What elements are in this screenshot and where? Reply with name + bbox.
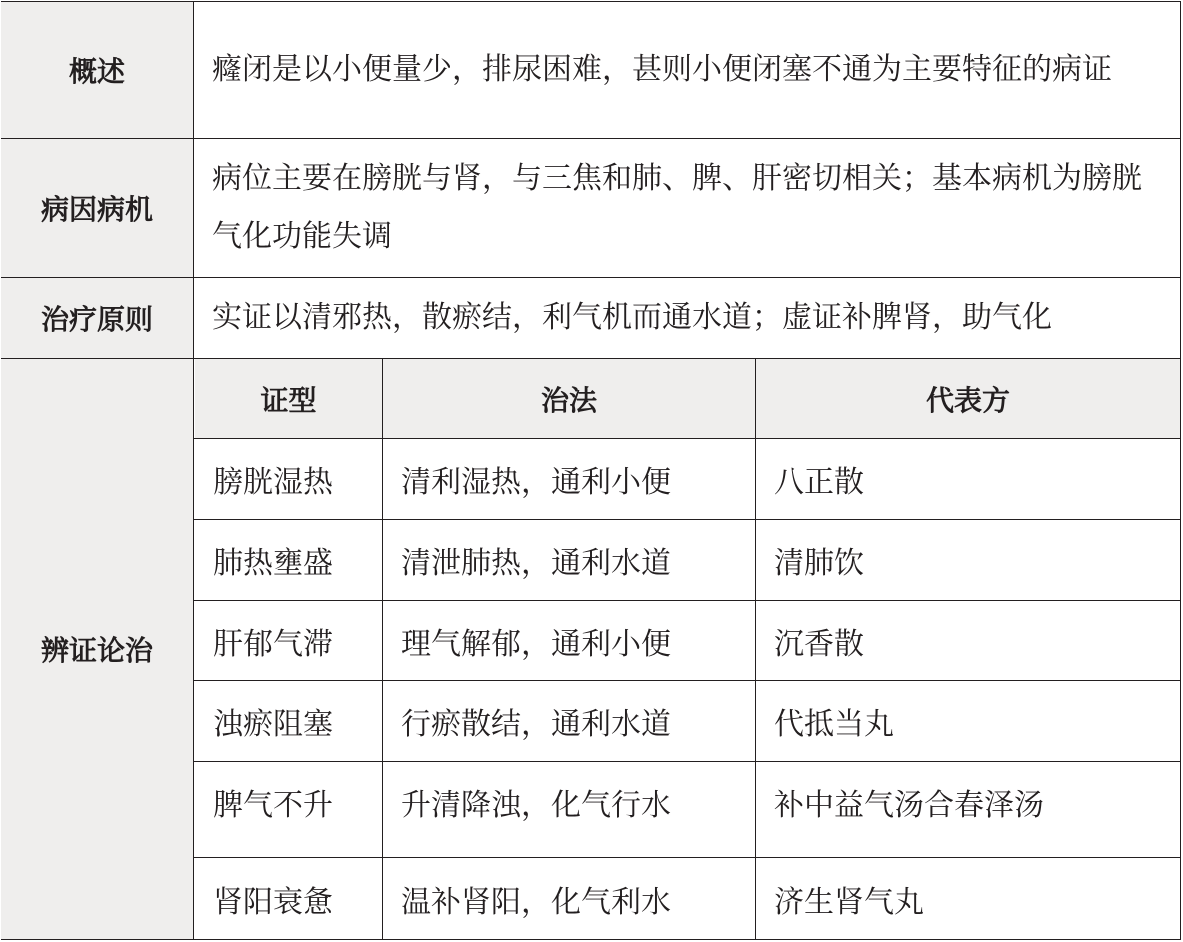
table-row-formula <box>756 439 1180 519</box>
table-row-method <box>383 439 755 519</box>
method-text: 理气解郁，通利小便 <box>401 626 671 662</box>
principle-label: 治疗原则 <box>40 303 153 336</box>
table-row-pattern <box>195 601 382 680</box>
row-content-principle <box>194 278 1181 358</box>
table-bottom-border <box>1 939 1181 940</box>
overview-text: 癃闭是以小便量少，排尿困难，甚则小便闭塞不通为主要特征的病证 <box>212 52 1112 87</box>
pattern-text: 肺热壅盛 <box>213 546 333 581</box>
table-row-method <box>383 858 755 939</box>
table-row-formula <box>756 762 1180 842</box>
method-text: 升清降浊，化气行水 <box>401 788 671 823</box>
formula-text: 清肺饮 <box>774 546 864 581</box>
etiology-text: 病位主要在膀胱与肾，与三焦和肺、脾、肝密切相关；基本病机为膀胱气化功能失调 <box>212 161 1142 254</box>
table-row-method <box>383 762 755 842</box>
pattern-text: 肾阳衰惫 <box>213 884 333 920</box>
differentiation-label: 辨证论治 <box>40 634 153 667</box>
table-row-formula <box>756 858 1180 939</box>
table-row-pattern <box>195 762 382 842</box>
table-row-pattern <box>195 520 382 600</box>
pattern-text: 肝郁气滞 <box>213 626 333 662</box>
table-row-pattern <box>195 858 382 939</box>
table-row-formula <box>756 681 1180 761</box>
row-content-etiology <box>194 139 1181 277</box>
sub-header-formula <box>756 359 1180 438</box>
pattern-text: 膀胱湿热 <box>213 465 333 500</box>
header-pattern-label: 证型 <box>260 383 317 417</box>
formula-text: 沉香散 <box>774 626 864 662</box>
table-row-formula <box>756 601 1180 680</box>
formula-text: 代抵当丸 <box>774 707 894 742</box>
formula-text: 济生肾气丸 <box>774 884 924 920</box>
row-label-differentiation <box>1 359 194 939</box>
method-text: 温补肾阳，化气利水 <box>401 884 671 920</box>
sub-header-method <box>383 359 755 438</box>
pattern-text: 脾气不升 <box>213 788 333 823</box>
table-row-pattern <box>195 439 382 519</box>
formula-text: 补中益气汤合春泽汤 <box>774 788 1044 823</box>
row-label-overview <box>1 2 194 138</box>
formula-text: 八正散 <box>774 465 864 500</box>
row-label-etiology <box>1 139 194 277</box>
table-row-method <box>383 520 755 600</box>
principle-text: 实证以清邪热，散瘀结，利气机而通水道；虚证补脾肾，助气化 <box>212 300 1052 335</box>
pattern-text: 浊瘀阻塞 <box>213 707 333 742</box>
method-text: 清泄肺热，通利水道 <box>401 546 671 581</box>
method-text: 行瘀散结，通利水道 <box>401 707 671 742</box>
row-label-principle <box>1 278 194 358</box>
header-method-label: 治法 <box>540 383 597 417</box>
sub-header-pattern <box>195 359 382 438</box>
header-formula-label: 代表方 <box>925 383 1010 417</box>
etiology-label: 病因病机 <box>40 193 153 226</box>
row-content-overview <box>194 2 1181 138</box>
table-row-method <box>383 601 755 680</box>
method-text: 清利湿热，通利小便 <box>401 465 671 500</box>
table-row-method <box>383 681 755 761</box>
table-row-formula <box>756 520 1180 600</box>
overview-label: 概述 <box>68 55 125 88</box>
table-row-pattern <box>195 681 382 761</box>
